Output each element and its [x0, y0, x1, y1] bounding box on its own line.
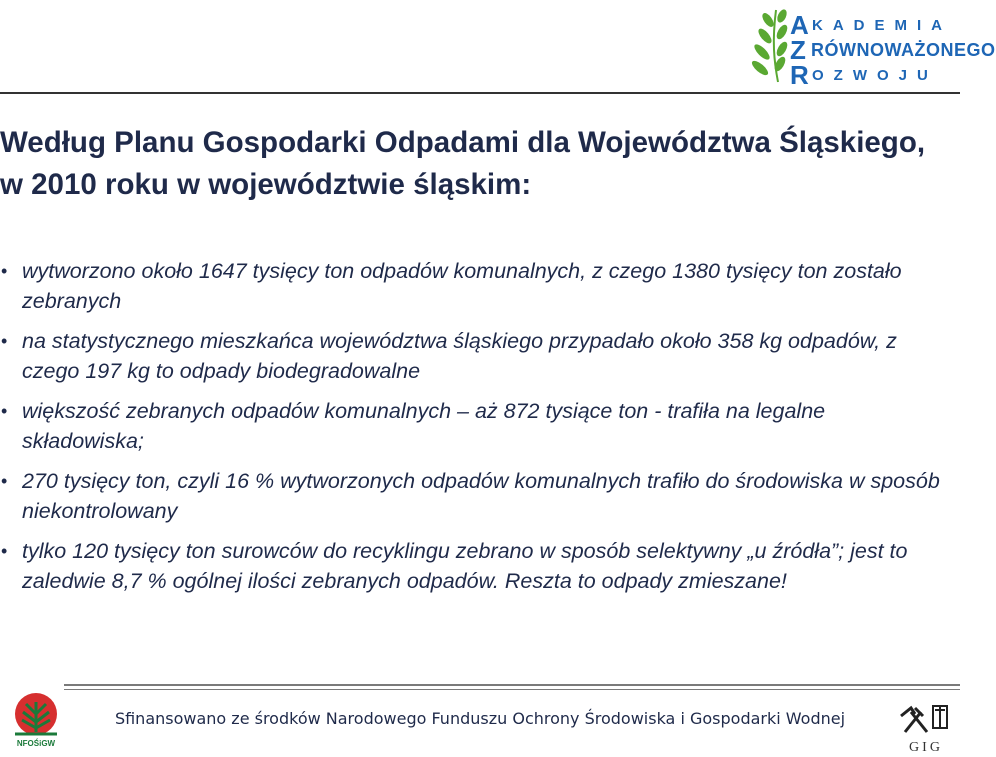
mining-hammers-icon: [897, 702, 955, 738]
bullet-icon: •: [1, 471, 8, 491]
leaf-branch-icon: [748, 6, 788, 84]
logo-word-zrownowazonego: RÓWNOWAŻONEGO: [811, 39, 996, 60]
logo-word-akademia: KADEMIA: [812, 16, 952, 34]
bullet-text-3: większość zebranych odpadów komunalnych – aż 872 tysiące ton - trafiła na legalne składowiska;: [22, 399, 826, 453]
bullet-icon: •: [1, 401, 8, 421]
bullet-item-2: [0, 326, 950, 386]
logo-line-2: [790, 34, 996, 65]
gig-label: GIG: [909, 740, 943, 755]
logo-word-rozwoju: OZWOJU: [812, 66, 938, 84]
nfosigw-label: NFOŚiGW: [16, 739, 56, 748]
bullet-text-2: na statystycznego mieszkańca województwa śląskiego przypadało około 358 kg odpadów, z czego 197 kg to odpady biodegradowalne: [22, 329, 897, 383]
bullet-item-4: [0, 466, 950, 526]
bullet-item-3: [0, 396, 950, 456]
header-divider: [0, 92, 960, 94]
bullet-item-5: [0, 536, 950, 596]
bullet-icon: •: [1, 541, 8, 561]
bullet-item-1: [0, 256, 950, 316]
bullet-list: [0, 256, 950, 606]
logo-initial-r: R: [790, 59, 809, 90]
footer-funding-note: Sfinansowano ze środków Narodowego Funduszu Ochrony Środowiska i Gospodarki Wodnej: [114, 709, 846, 728]
gig-logo: [897, 702, 955, 756]
logo-initial-z: Z: [790, 34, 806, 65]
bullet-text-1: wytworzono około 1647 tysięcy ton odpadów komunalnych, z czego 1380 tysięcy ton zostało zebranych: [22, 259, 902, 313]
bullet-text-4: 270 tysięcy ton, czyli 16 % wytworzonych odpadów komunalnych trafiło do środowiska w sposób niekontrolowany: [22, 469, 940, 523]
logo-line-3: [790, 59, 938, 90]
akademia-logo: [748, 4, 996, 90]
bullet-text-5: tylko 120 tysięcy ton surowców do recyklingu zebrano w sposób selektywny „u źródła”; jest to zaledwie 8,7 % ogólnej ilości zebranych odpadów. Reszta to odpady zmieszane!: [22, 539, 908, 593]
logo-line-1: [790, 9, 952, 40]
logo-initial-a: A: [790, 9, 809, 40]
footer-divider-thin: [64, 689, 960, 690]
bullet-icon: •: [1, 261, 8, 281]
footer-divider: [64, 684, 960, 686]
bullet-icon: •: [1, 331, 8, 351]
slide-title: Według Planu Gospodarki Odpadami dla Województwa Śląskiego, w 2010 roku w województwie śląskim:: [0, 126, 926, 201]
